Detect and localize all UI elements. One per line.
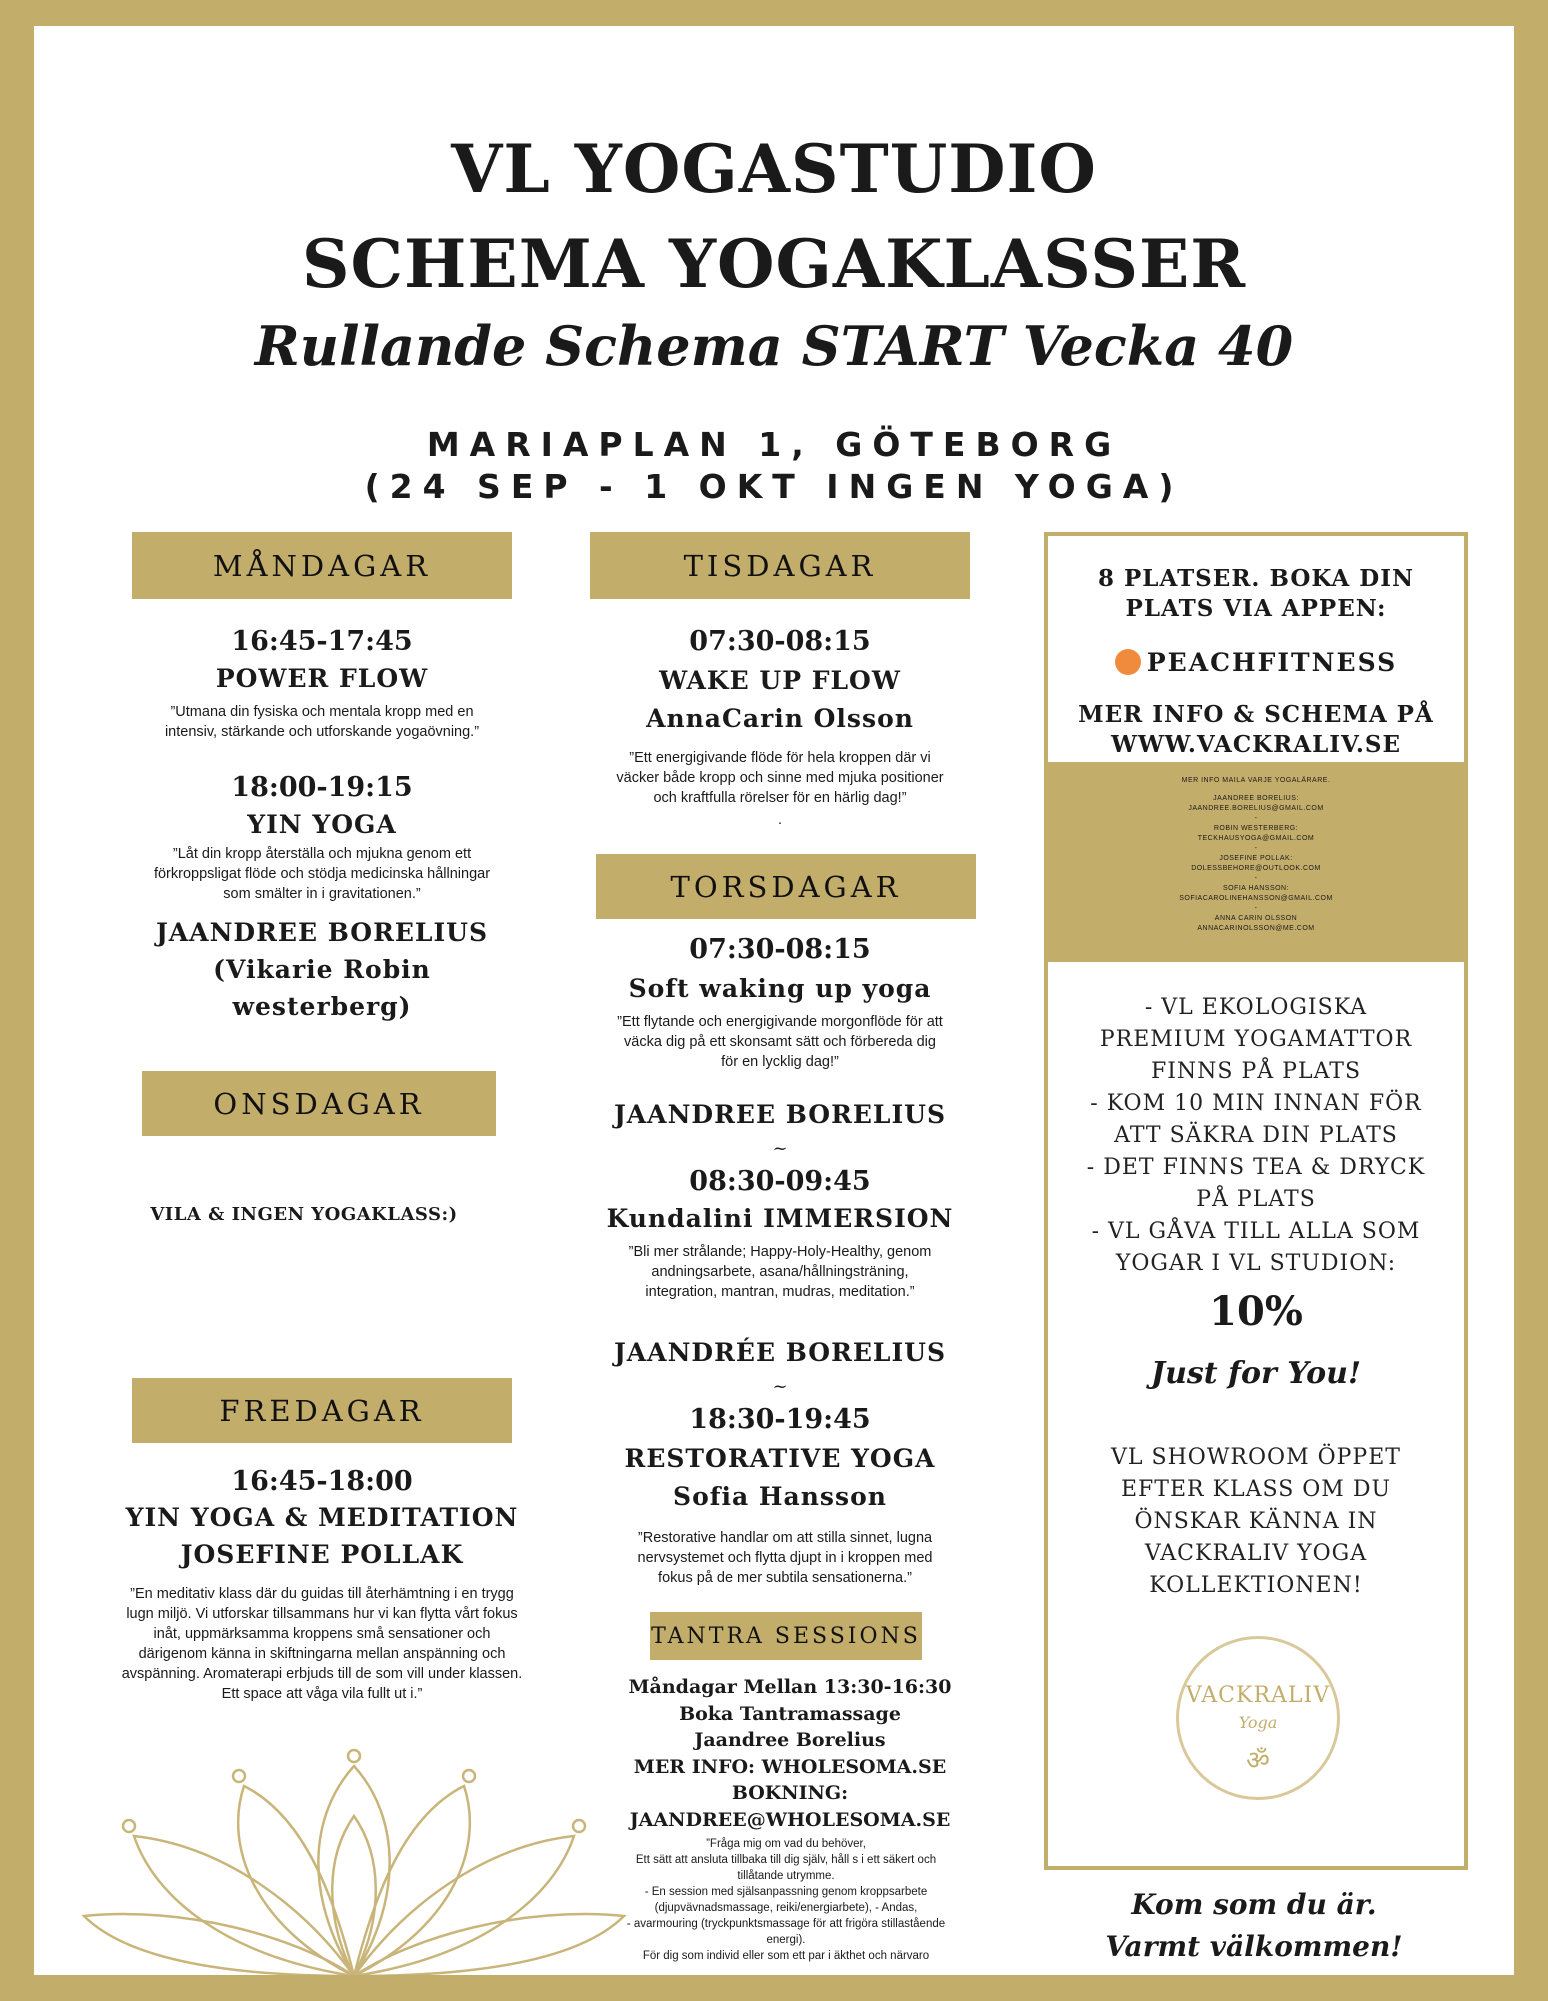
perk-line-3: FINNS PÅ PLATS xyxy=(1150,1059,1362,1084)
monday-class2-name: YIN YOGA xyxy=(247,810,397,839)
tantra-desc-1: ”Fråga mig om vad du behöver, xyxy=(706,1838,866,1850)
thursday-class3-teacher: Sofia Hansson xyxy=(673,1482,887,1511)
perk-line-8: - VL GÅVA TILL ALLA SOM xyxy=(1091,1219,1421,1244)
thursday-class1-teacher: JAANDREE BORELIUS xyxy=(613,1100,947,1129)
perks-list xyxy=(1048,992,1464,1280)
day-header-wednesday: ONSDAGAR xyxy=(142,1071,496,1136)
tantra-line-5: BOKNING: xyxy=(731,1782,849,1804)
showroom-line-4: VACKRALIV YOGA xyxy=(1144,1541,1368,1566)
tuesday-teacher: AnnaCarin Olsson xyxy=(646,704,914,733)
lotus-icon: ॐ xyxy=(1246,1746,1270,1776)
tantra-line-2: Boka Tantramassage xyxy=(679,1702,901,1725)
contact-4-email[interactable]: SOFIACAROLINEHANSSON@GMAIL.COM xyxy=(1179,895,1333,902)
monday-class1-description: ”Utmana din fysiska och mentala kropp med en intensiv, stärkande och utforskande yogaövning.” xyxy=(164,704,480,740)
perk-line-5: ATT SÄKRA DIN PLATS xyxy=(1114,1123,1398,1148)
contact-2-email[interactable]: TECKHAUSYOGA@GMAIL.COM xyxy=(1197,835,1315,842)
app-name: PEACHFITNESS xyxy=(1146,648,1398,677)
contact-sep-1: - xyxy=(1254,815,1258,822)
thursday-class2-description: ”Bli mer strålande; Happy-Holy-Healthy, genom andningsarbete, asana/hållningsträning, integration, mantran, mudras, meditation.” xyxy=(628,1244,932,1300)
perk-line-6: - DET FINNS TEA & DRYCK xyxy=(1086,1155,1426,1180)
thursday-separator-2: ~ xyxy=(772,1376,788,1397)
schedule-page xyxy=(34,26,1514,1975)
day-header-friday: FREDAGAR xyxy=(132,1378,512,1443)
contacts-panel xyxy=(1048,762,1464,962)
monday-class1-name: POWER FLOW xyxy=(215,664,429,693)
tantra-email[interactable]: JAANDREE@WHOLESOMA.SE xyxy=(629,1808,951,1831)
contact-5-name: ANNA CARIN OLSSON xyxy=(1214,915,1298,922)
tuesday-class-name: WAKE UP FLOW xyxy=(659,666,901,695)
contact-3-email[interactable]: DOLESSBEHORE@OUTLOOK.COM xyxy=(1191,865,1321,872)
day-header-thursday: TORSDAGAR xyxy=(596,854,976,919)
title-line-1: VL YOGASTUDIO xyxy=(451,130,1097,208)
monday-class2-description: ”Låt din kropp återställa och mjukna genom ett förkroppsligat flöde och stödja medicinska hållningar som smälter in i gravitationen.” xyxy=(153,846,491,902)
showroom-line-5: KOLLEKTIONEN! xyxy=(1149,1573,1363,1598)
day-header-tuesday: TISDAGAR xyxy=(590,532,970,599)
monday-substitute-line-1: (Vikarie Robin xyxy=(213,955,431,984)
thursday-class2-teacher: JAANDRÉE BORELIUS xyxy=(613,1338,947,1367)
tuesday-description: ”Ett energigivande flöde för hela kroppen där vi väcker både kropp och sinne med mjuka positioner och kraftfulla rörelser för en härlig dag!” xyxy=(616,750,944,806)
welcome-line-2: Varmt välkommen! xyxy=(1105,1930,1403,1963)
thursday-class3-time: 18:30-19:45 xyxy=(689,1404,871,1435)
booking-info xyxy=(1048,564,1464,624)
monday-class2-time: 18:00-19:15 xyxy=(231,772,413,803)
thursday-class1-time: 07:30-08:15 xyxy=(689,934,871,965)
contact-1-email[interactable]: JAANDREE.BORELIUS@GMAIL.COM xyxy=(1188,805,1324,812)
monday-teacher: JAANDREE BORELIUS xyxy=(155,918,489,947)
wednesday-note: VILA & INGEN YOGAKLASS:) xyxy=(150,1204,458,1225)
logo-text: VACKRALIV xyxy=(1185,1683,1331,1708)
thursday-separator-1: ~ xyxy=(772,1138,788,1159)
peach-icon xyxy=(1115,649,1141,675)
info-sidebar xyxy=(1044,532,1468,1870)
contact-5-email[interactable]: ANNACARINOLSSON@ME.COM xyxy=(1197,925,1315,932)
contacts-title: MER INFO MAILA VARJE YOGALÄRARE. xyxy=(1181,777,1331,784)
tantra-desc-4: - avarmouring (tryckpunktsmassage för att frigöra stillastående energi). xyxy=(626,1918,946,1946)
thursday-class1-description: ”Ett flytande och energigivande morgonflöde för att väcka dig på ett skonsamt sätt och förbereda dig för en lycklig dag!” xyxy=(617,1014,943,1070)
contact-3-name: JOSEFINE POLLAK: xyxy=(1219,855,1293,862)
perk-line-2: PREMIUM YOGAMATTOR xyxy=(1099,1027,1413,1052)
showroom-line-3: ÖNSKAR KÄNNA IN xyxy=(1134,1509,1378,1534)
perk-line-7: PÅ PLATS xyxy=(1196,1187,1316,1212)
friday-description: ”En meditativ klass där du guidas till återhämtning i en trygg lugn miljö. Vi utforskar tillsammans hur vi kan flytta vårt fokus inåt, uppmärksamma kroppens små sensationer och därigenom känna in skiftningarna mellan anspänning och avspänning. Aromaterapi erbjuds till de som vill under klassen. Ett space att våga vila fullt ut i.” xyxy=(121,1586,523,1702)
perk-line-9: YOGAR I VL STUDION: xyxy=(1115,1251,1397,1276)
discount-percent: 10% xyxy=(1209,1288,1303,1335)
tantra-line-4: MER INFO: WHOLESOMA.SE xyxy=(633,1755,947,1778)
showroom-line-2: EFTER KLASS OM DU xyxy=(1120,1477,1392,1502)
tantra-desc-5: För dig som individ eller som ett par i äkthet och närvaro xyxy=(642,1950,930,1962)
tantra-desc-2: Ett sätt att ansluta tillbaka till dig själv, håll s i ett säkert och tillåtande utrymme. xyxy=(635,1854,937,1882)
tantra-info-block xyxy=(564,1674,1016,1833)
thursday-class2-name: Kundalini IMMERSION xyxy=(606,1204,954,1233)
friday-teacher: JOSEFINE POLLAK xyxy=(180,1540,464,1569)
tantra-line-3: Jaandree Borelius xyxy=(694,1729,886,1751)
closure-notice: (24 SEP - 1 OKT INGEN YOGA) xyxy=(364,467,1184,506)
monday-substitute-line-2: westerberg) xyxy=(232,992,412,1021)
thursday-class3-description: ”Restorative handlar om att stilla sinnet, lugna nervsystemet och flytta djupt in i kroppen med fokus på de mer subtila sensationerna.” xyxy=(637,1530,933,1586)
contact-2-name: ROBIN WESTERBERG: xyxy=(1213,825,1299,832)
contact-sep-4: - xyxy=(1254,905,1258,912)
tuesday-dot: . xyxy=(777,812,783,828)
monday-class1-time: 16:45-17:45 xyxy=(231,626,413,657)
subtitle: Rullande Schema START Vecka 40 xyxy=(254,314,1294,378)
mandala-decoration xyxy=(74,1726,634,1975)
contact-4-name: SOFIA HANSSON: xyxy=(1222,885,1290,892)
tantra-line-1: Måndagar Mellan 13:30-16:30 xyxy=(628,1676,952,1698)
title-line-2: SCHEMA YOGAKLASSER xyxy=(301,225,1247,303)
contact-1-name: JAANDREE BORELIUS: xyxy=(1213,795,1299,802)
contacts-block xyxy=(1048,776,1464,934)
perk-line-4: - KOM 10 MIN INNAN FÖR xyxy=(1090,1091,1422,1116)
showroom-info xyxy=(1048,1442,1464,1602)
just-for-you: Just for You! xyxy=(1150,1356,1362,1391)
day-header-monday: MÅNDAGAR xyxy=(132,532,512,599)
friday-time: 16:45-18:00 xyxy=(231,1466,413,1497)
tuesday-time: 07:30-08:15 xyxy=(689,626,871,657)
showroom-line-1: VL SHOWROOM ÖPPET xyxy=(1111,1445,1401,1470)
address: MARIAPLAN 1, GÖTEBORG xyxy=(426,425,1122,464)
welcome-message xyxy=(1034,1884,1474,1968)
tantra-sessions-header: TANTRA SESSIONS xyxy=(650,1612,922,1660)
app-link[interactable] xyxy=(1048,648,1464,677)
booking-line-1: 8 PLATSER. BOKA DIN xyxy=(1098,565,1414,592)
contact-sep-3: - xyxy=(1254,875,1258,882)
vackraliv-logo xyxy=(1176,1636,1340,1800)
thursday-class3-name: RESTORATIVE YOGA xyxy=(624,1444,936,1473)
thursday-class1-name: Soft waking up yoga xyxy=(628,974,932,1003)
thursday-class2-time: 08:30-09:45 xyxy=(689,1166,871,1197)
perk-line-1: - VL EKOLOGISKA xyxy=(1144,995,1368,1020)
website-link[interactable]: WWW.VACKRALIV.SE xyxy=(1111,731,1401,758)
logo-subtext: Yoga xyxy=(1238,1713,1278,1732)
tantra-desc-3: - En session med själsanpassning genom kroppsarbete (djupvävnadsmassage, reiki/energiarbete), - Andas, xyxy=(644,1886,928,1914)
welcome-line-1: Kom som du är. xyxy=(1131,1888,1377,1921)
tantra-description xyxy=(614,1836,958,1964)
contact-sep-2: - xyxy=(1254,845,1258,852)
more-info xyxy=(1048,700,1464,760)
friday-class-name: YIN YOGA & MEDITATION xyxy=(125,1503,519,1532)
booking-line-2: PLATS VIA APPEN: xyxy=(1125,595,1387,622)
more-info-line: MER INFO & SCHEMA PÅ xyxy=(1078,701,1434,728)
